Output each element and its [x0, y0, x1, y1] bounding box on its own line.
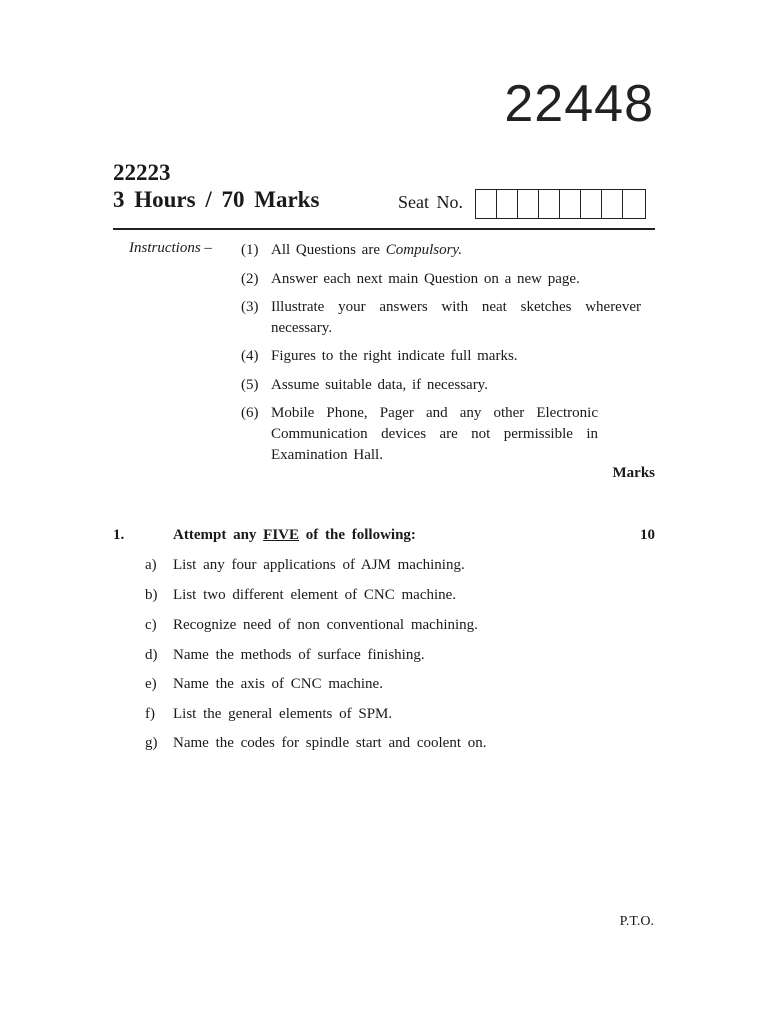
instruction-text: Assume suitable data, if necessary. [271, 377, 488, 393]
instruction-item [241, 240, 641, 261]
sub-question-text: List any four applications of AJM machining. [173, 557, 465, 573]
sub-question-label: a) [145, 557, 157, 573]
sub-question-label: b) [145, 587, 158, 603]
instructions-label: Instructions – [129, 240, 212, 256]
instruction-number: (6) [241, 405, 259, 421]
seat-number-boxes [475, 189, 646, 219]
seat-number-box [560, 190, 581, 218]
seat-number-box [497, 190, 518, 218]
instruction-item [241, 297, 641, 339]
instruction-item [241, 375, 641, 396]
sub-question-text: List the general elements of SPM. [173, 706, 393, 722]
sub-question-label: f) [145, 706, 155, 722]
exam-duration-marks: 3 Hours / 70 Marks [113, 187, 320, 212]
instruction-text: Figures to the right indicate full marks. [271, 348, 518, 364]
instruction-emphasis: Compulsory. [385, 242, 462, 258]
question-number: 1. [113, 527, 125, 543]
sub-question-label: g) [145, 735, 158, 751]
instruction-number: (4) [241, 348, 259, 364]
sub-question-text: Name the axis of CNC machine. [173, 676, 383, 692]
instruction-text: Answer each next main Question on a new page. [271, 271, 580, 287]
header-divider [113, 228, 655, 230]
please-turn-over: P.T.O. [619, 914, 654, 929]
paper-code: 22448 [504, 75, 654, 133]
seat-number-box [476, 190, 497, 218]
sub-question-label: d) [145, 647, 158, 663]
instruction-number: (3) [241, 299, 259, 315]
sub-question-text: Name the codes for spindle start and coolent on. [173, 735, 487, 751]
sub-question-label: e) [145, 676, 157, 692]
seat-number-box [623, 190, 645, 218]
instruction-number: (1) [241, 242, 259, 258]
seat-number-label: Seat No. [398, 192, 463, 212]
marks-column-heading: Marks [612, 465, 655, 481]
seat-number-box [518, 190, 539, 218]
instruction-item [241, 403, 598, 466]
sub-question-label: c) [145, 617, 157, 633]
instruction-text: All Questions are Compulsory. [271, 242, 462, 258]
instruction-text: Mobile Phone, Pager and any other Electronic Communication devices are not permissible in Examination Hall. [271, 405, 598, 463]
question-title-emphasis: FIVE [263, 527, 299, 543]
sub-question-text: List two different element of CNC machine. [173, 587, 457, 603]
question-marks: 10 [640, 527, 655, 543]
instruction-item [241, 346, 641, 367]
instruction-text: Illustrate your answers with neat sketches wherever necessary. [271, 299, 641, 336]
instruction-number: (5) [241, 377, 259, 393]
sub-question-text: Name the methods of surface finishing. [173, 647, 425, 663]
instruction-item [241, 269, 641, 290]
seat-number-box [602, 190, 623, 218]
seat-number-box [581, 190, 602, 218]
sub-question-text: Recognize need of non conventional machining. [173, 617, 478, 633]
question-title: Attempt any FIVE of the following: [173, 527, 416, 543]
instruction-number: (2) [241, 271, 259, 287]
subject-code: 22223 [113, 160, 171, 185]
seat-number-box [539, 190, 560, 218]
